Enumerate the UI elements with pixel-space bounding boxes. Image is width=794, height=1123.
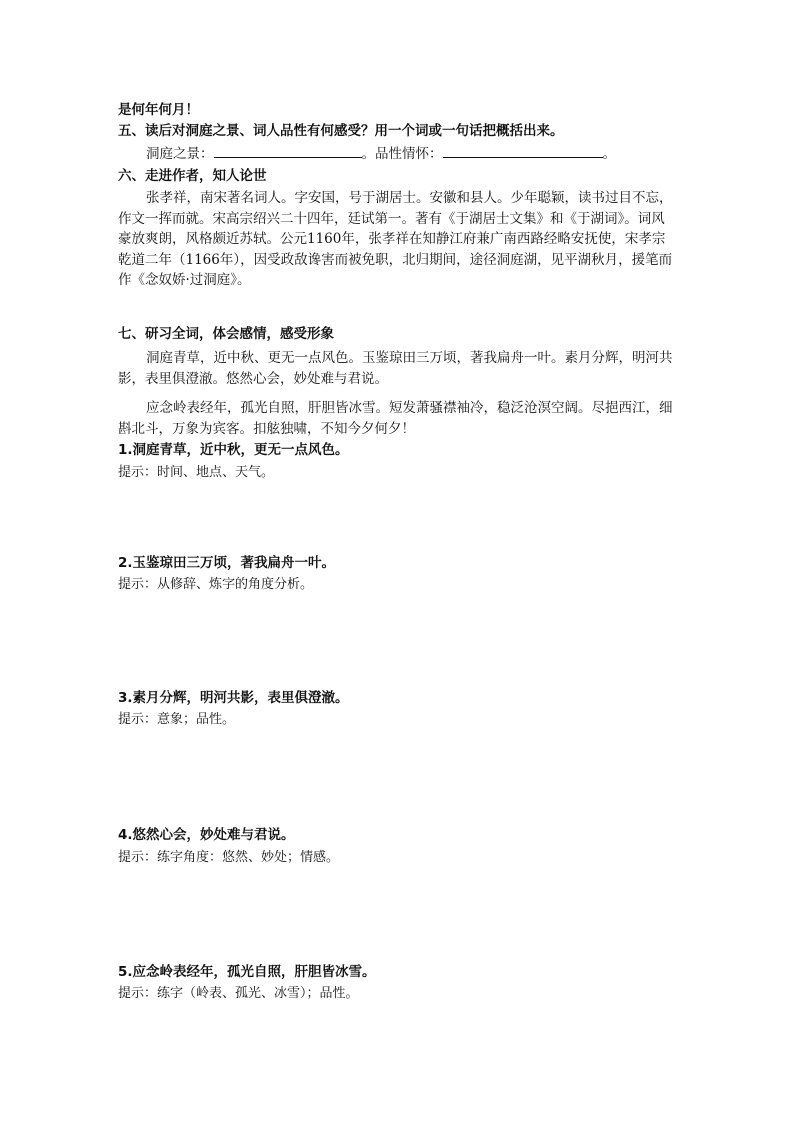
section5-answer-line [146, 144, 616, 164]
scene-blank[interactable] [214, 144, 362, 158]
question-5-hint: 提示：练字（岭表、孤光、冰雪）；品性。 [118, 986, 359, 1001]
scene-label: 洞庭之景： [146, 146, 214, 162]
section7-heading: 七、研习全词，体会感情，感受形象 [118, 326, 334, 342]
section6-heading: 六、走进作者，知人论世 [118, 168, 267, 184]
question-2-hint: 提示：从修辞、炼字的角度分析。 [118, 577, 314, 592]
question-2-title: 2.玉鉴琼田三万顷，著我扁舟一叶。 [118, 555, 336, 571]
intro-tail: 是何年何月！ [118, 102, 199, 118]
scene-end: 。 [361, 146, 375, 162]
char-end: 。 [602, 146, 616, 162]
question-5-title: 5.应念岭表经年，孤光自照，肝胆皆冰雪。 [118, 964, 376, 980]
char-label: 品性情怀： [375, 146, 443, 162]
poem-stanza-1: 洞庭青草，近中秋、更无一点风色。玉鉴琼田三万顷，著我扁舟一叶。素月分辉，明河共影，表里俱澄澈。悠然心会，妙处难与君说。 [118, 350, 673, 387]
question-4-title: 4.悠然心会，妙处难与君说。 [118, 827, 295, 843]
author-bio: 张孝祥，南宋著名词人。字安国，号于湖居士。安徽和县人。少年聪颖，读书过目不忘，作文一挥而就。宋高宗绍兴二十四年，廷试第一。著有《于湖居士文集》和《于湖词》。词风豪放爽朗，风格颇近苏轼。公元1160年，张孝祥在知静江府兼广南西路经略安抚使，宋孝宗乾道二年（1166年），因受政敌谗害而被免职，北归期间，途径洞庭湖，见平湖秋月，援笔而作《念奴娇·过洞庭》。 [118, 190, 673, 288]
question-1-hint: 提示：时间、地点、天气。 [118, 465, 275, 480]
section5-heading: 五、读后对洞庭之景、词人品性有何感受？用一个词或一句话把概括出来。 [118, 123, 564, 139]
question-3-title: 3.素月分辉，明河共影，表里俱澄澈。 [118, 690, 349, 706]
question-4-hint: 提示：练字角度：悠然、妙处；情感。 [118, 850, 340, 865]
character-blank[interactable] [443, 144, 603, 158]
poem-stanza-2: 应念岭表经年，孤光自照，肝胆皆冰雪。短发萧骚襟袖冷，稳泛沧溟空阔。尽挹西江，细斟北斗，万象为宾客。扣舷独啸，不知今夕何夕！ [118, 400, 673, 437]
question-3-hint: 提示：意象；品性。 [118, 712, 236, 727]
question-1-title: 1.洞庭青草，近中秋，更无一点风色。 [118, 442, 349, 458]
